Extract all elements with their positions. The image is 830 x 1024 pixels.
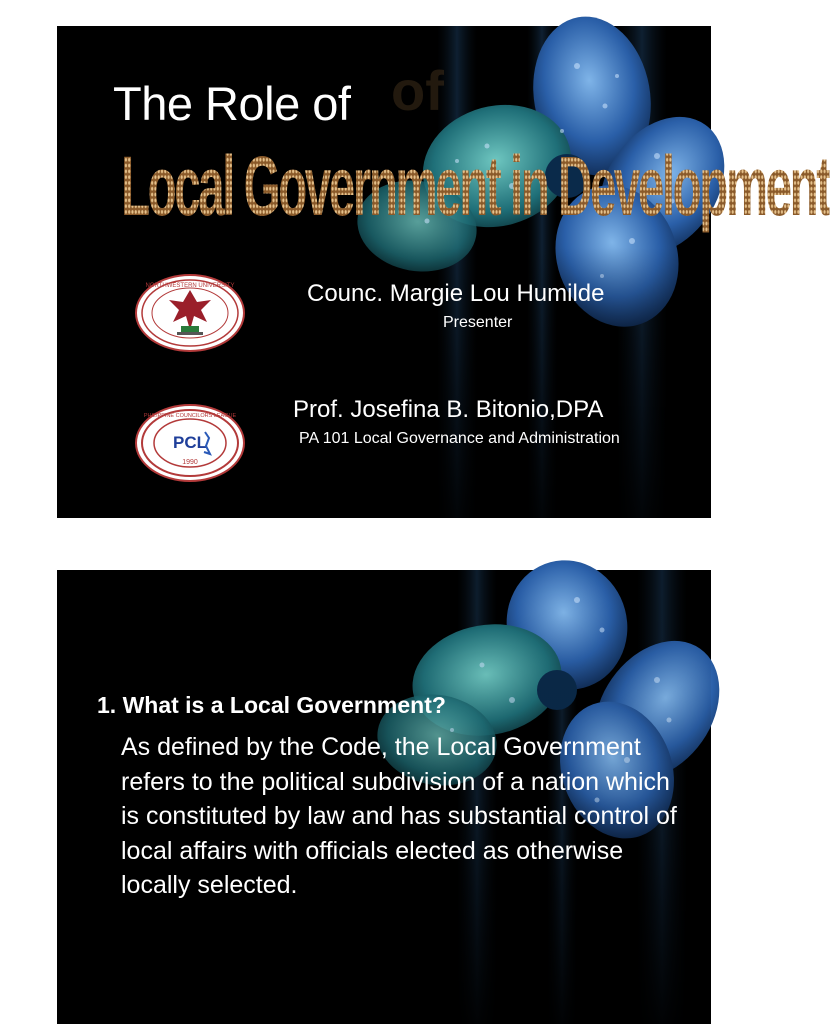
- main-title-text: Local Government in Development: [121, 139, 830, 234]
- main-title: [121, 138, 830, 235]
- title-prefix: The Role of: [113, 77, 351, 130]
- pcl-seal-icon: [137, 406, 243, 480]
- professor-name: Prof. Josefina B. Bitonio,DPA: [293, 396, 604, 423]
- university-seal-logo: [135, 274, 245, 352]
- content-slide: [57, 570, 711, 1024]
- pcl-seal-year: 1990: [182, 459, 198, 466]
- presenter-name: Counc. Margie Lou Humilde: [307, 280, 605, 307]
- university-seal-text: NORTHWESTERN UNIVERSITY: [145, 283, 235, 289]
- pcl-seal-ring-text: PHILIPPINE COUNCILORS LEAGUE: [143, 413, 237, 419]
- presenter-role: Presenter: [443, 314, 513, 331]
- course-title: PA 101 Local Governance and Administration: [299, 430, 620, 447]
- definition-text: As defined by the Code, the Local Government refers to the political subdivision of a nation which is constituted by law and has substantial control of local affairs with officials elected as otherwise locally selected.: [121, 733, 677, 899]
- title-slide: [57, 26, 830, 518]
- question-heading: 1. What is a Local Government?: [97, 692, 446, 718]
- pcl-seal-letters: PCL: [173, 433, 207, 452]
- title-ghost-text: of: [391, 59, 444, 122]
- pcl-seal-logo: [135, 404, 245, 482]
- university-seal-icon: [137, 276, 243, 350]
